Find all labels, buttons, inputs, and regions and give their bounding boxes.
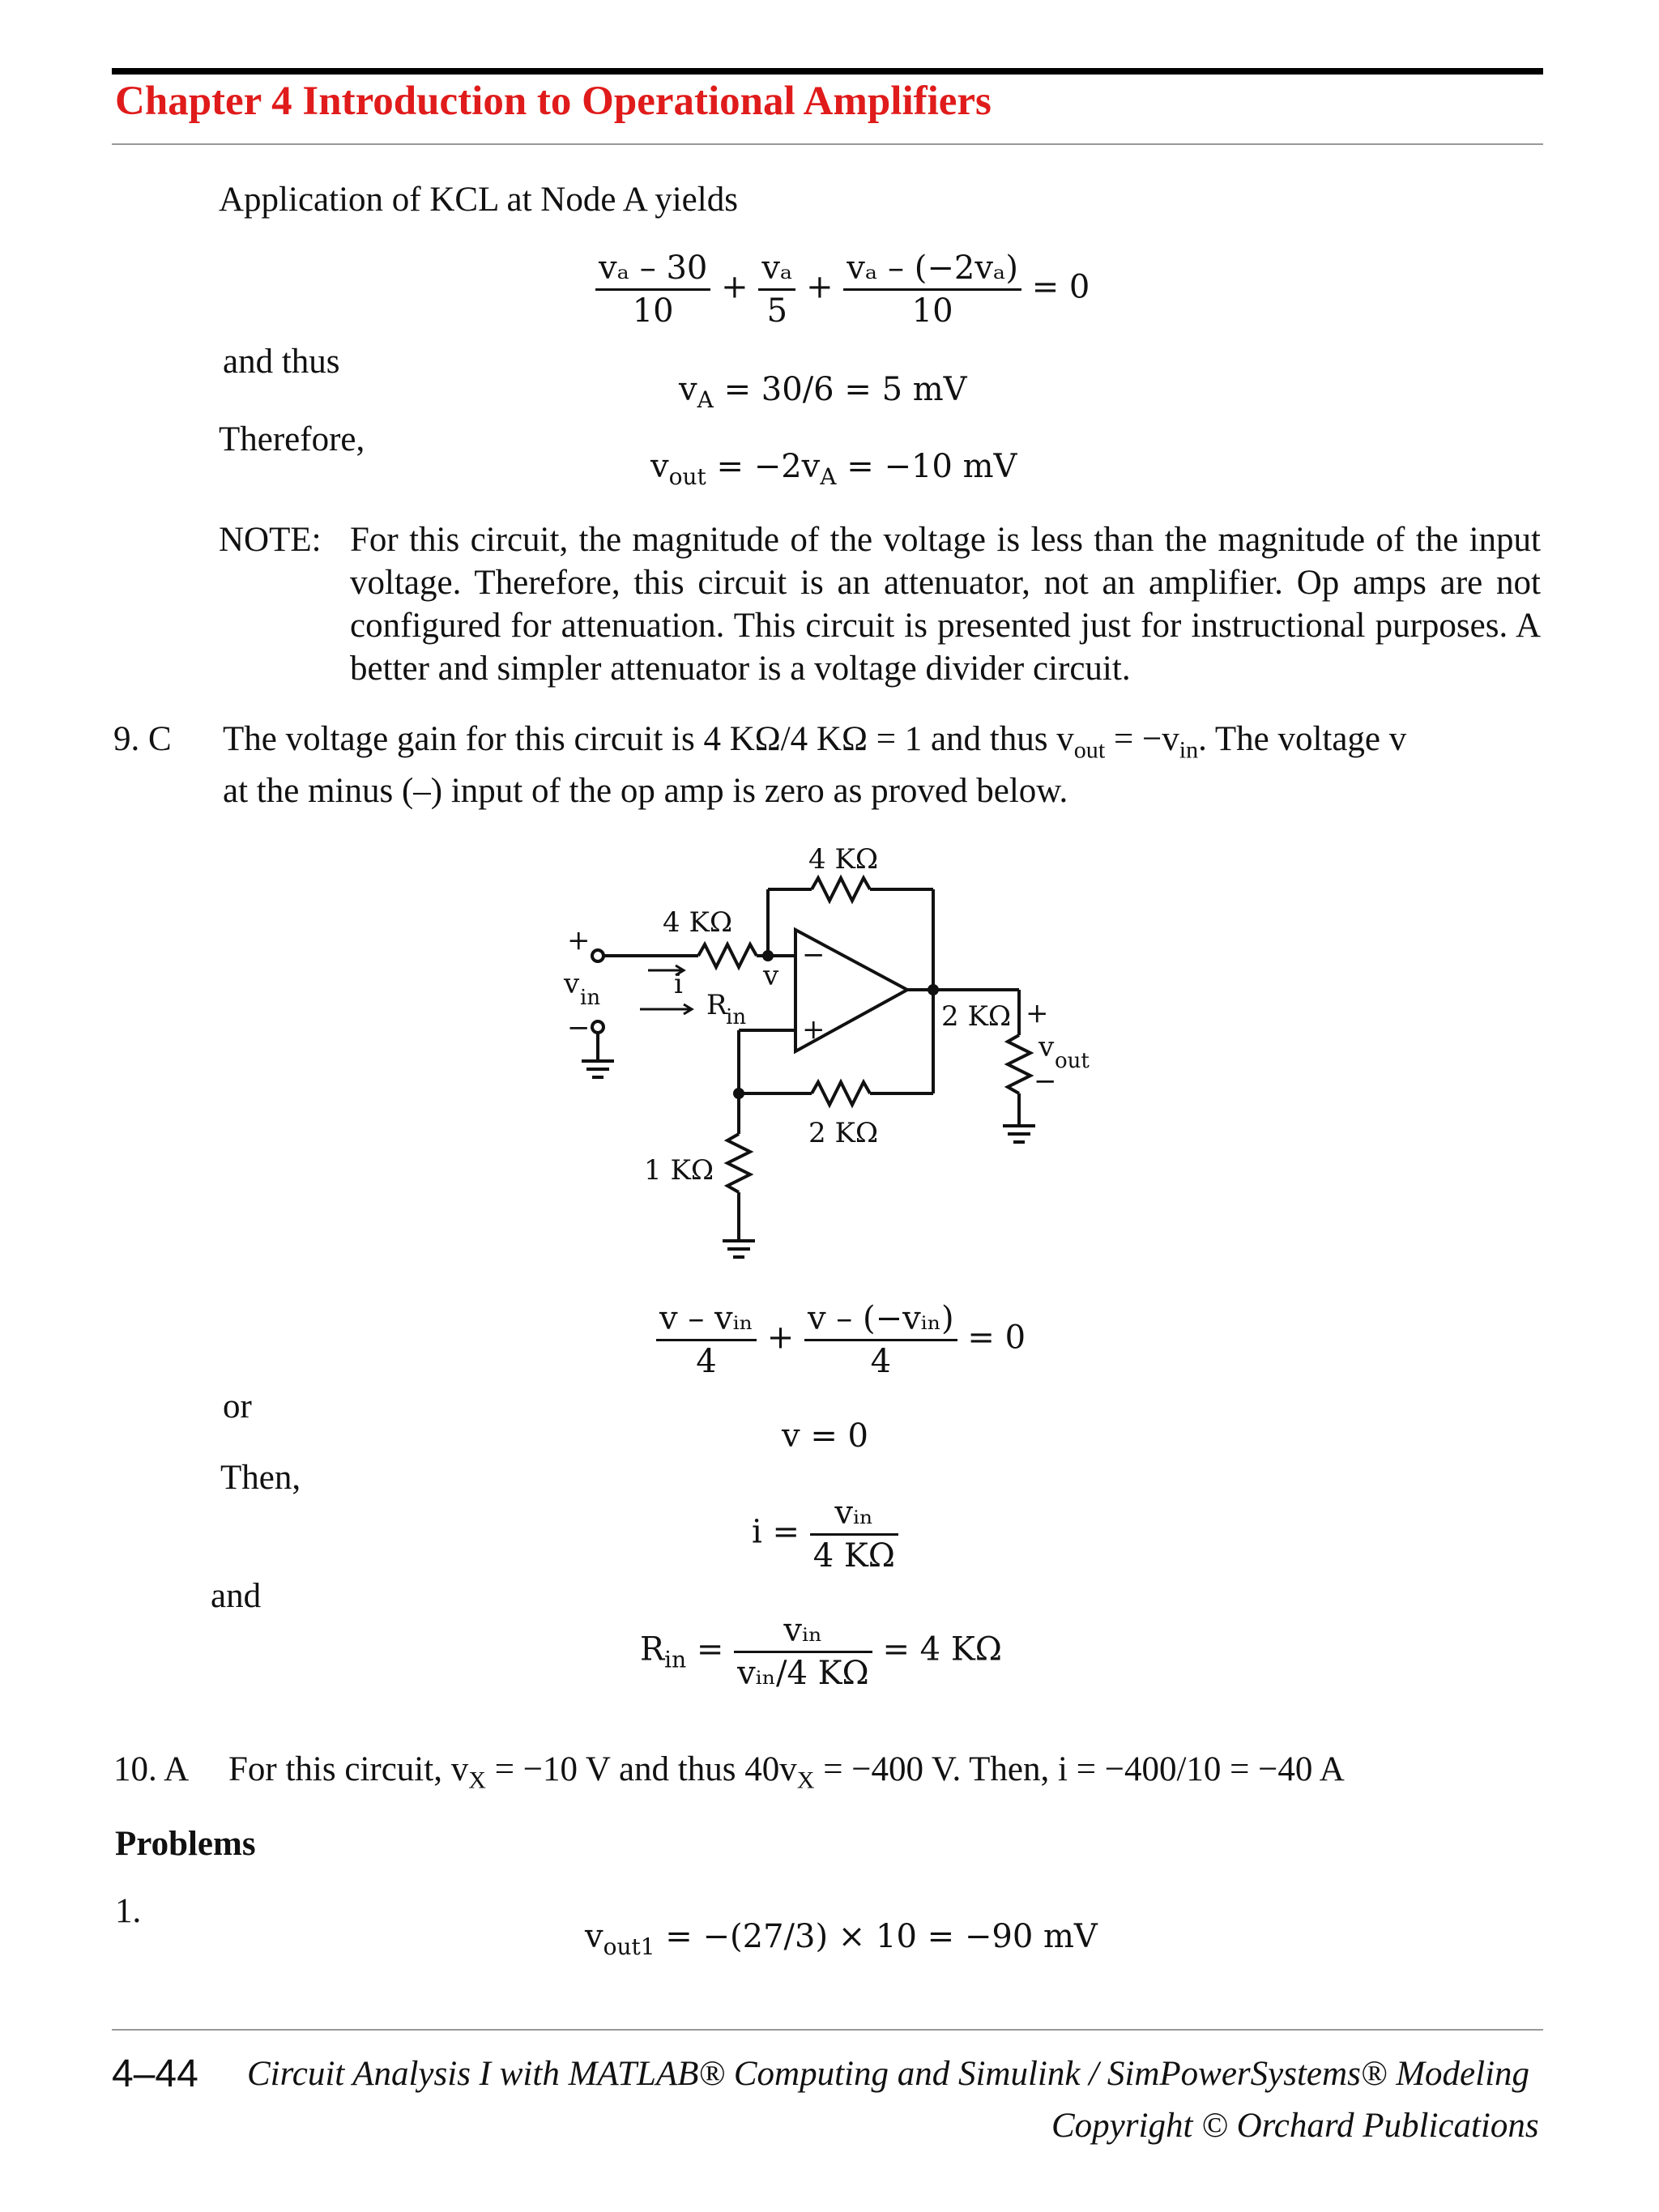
q9-line2: at the minus (–) input of the op amp is zero as proved below. xyxy=(223,772,1068,810)
vin-sub: in xyxy=(580,986,601,1010)
note-text: For this circuit, the magnitude of the voltage is less than the magnitude of the input voltage. Therefore, this circuit is an attenuator, not an amplifier. Op amps are not configured for attenuation. This circuit is presented just for instructional purposes. A better and simpler attenuator is a voltage divider circuit. xyxy=(350,521,1541,688)
noninv-resistor-label: 2 KΩ xyxy=(808,1117,879,1149)
and-thus-label: and thus xyxy=(223,343,340,381)
current-i-label: i xyxy=(674,968,683,1000)
kcl-equation: $\frac{\text{vₐ – 30}}{10}$ + $\frac{\text{vₐ}}{5}$ + $\frac{\text{vₐ – (−2vₐ)}}{10}$ = 0 xyxy=(595,249,1090,330)
problems-heading: Problems xyxy=(115,1825,256,1863)
vin-minus-terminal xyxy=(592,1021,603,1033)
noninv-resistor xyxy=(812,1082,870,1105)
and-label: and xyxy=(211,1577,262,1615)
kcl-intro: Application of KCL at Node A yields xyxy=(219,181,738,219)
then-label: Then, xyxy=(220,1459,301,1497)
vin-plus-sign: + xyxy=(567,924,591,957)
footer-rule xyxy=(112,2029,1543,2031)
i-equation: i = $\frac{\text{vᵢₙ}}{4 K\Omega}$ xyxy=(752,1494,898,1575)
v-zero-equation: v = 0 xyxy=(782,1417,868,1455)
rin-label: R xyxy=(706,989,727,1021)
vout-label: v xyxy=(1038,1031,1055,1063)
page-number: 4–44 xyxy=(112,2052,198,2095)
rin-sub: in xyxy=(726,1005,747,1029)
vout-sub: out xyxy=(1055,1049,1090,1073)
copyright-line: Copyright © Orchard Publications xyxy=(1051,2107,1539,2145)
vin-minus-sign: − xyxy=(567,1012,591,1044)
problem-1-equation: $v_{out1} = -(27/3) \times 10 = -90$ mV xyxy=(585,1918,1098,1960)
q10-text: For this circuit, $v_X = -10$ V and thus $40v_X = -400$ V. Then, i = −400/10 = −40 A xyxy=(228,1750,1345,1794)
minus-input-sign: − xyxy=(802,939,825,971)
q9-label: 9. C xyxy=(113,720,172,758)
ground-resistor xyxy=(727,1134,750,1192)
vout-equation: $v_{out} = -2v_A = -10$ mV xyxy=(650,448,1017,490)
q9-line1: The voltage gain for this circuit is 4 KΩ/4 KΩ = 1 and thus $v_{out} = -v_{in}$. The voltage v xyxy=(223,720,1407,764)
ground-resistor-label: 1 KΩ xyxy=(644,1154,714,1187)
load-resistor xyxy=(1008,1035,1030,1093)
vout-plus-sign: + xyxy=(1026,997,1049,1029)
feedback-resistor-label: 4 KΩ xyxy=(808,843,879,876)
problem-1-label: 1. xyxy=(115,1892,142,1930)
vout-minus-sign: − xyxy=(1034,1065,1057,1097)
vin-plus-terminal xyxy=(592,950,603,961)
vin-label: v xyxy=(564,968,580,1000)
input-resistor xyxy=(698,944,757,967)
plus-input-sign: + xyxy=(802,1013,825,1046)
note-lead: NOTE: xyxy=(219,521,322,559)
input-resistor-label: 4 KΩ xyxy=(663,906,733,939)
node-v-label: v xyxy=(763,960,779,992)
book-title: Circuit Analysis I with MATLAB® Computing and Simulink / SimPowerSystems® Modeling xyxy=(247,2055,1530,2093)
therefore-label: Therefore, xyxy=(219,420,365,458)
feedback-resistor xyxy=(812,878,870,901)
or-label: or xyxy=(223,1387,252,1426)
rin-equation: $R_{in}$ = $\frac{\text{vᵢₙ}}{\text{vᵢₙ/4 KΩ}}$ = 4 KΩ xyxy=(640,1612,1002,1692)
q10-label: 10. A xyxy=(113,1750,190,1788)
v-node-equation: $\frac{\text{v – vᵢₙ}}{4}$ + $\frac{\text{v – (−vᵢₙ)}}{4}$ = 0 xyxy=(656,1300,1026,1380)
va-equation: $v_A = 30/6 = 5$ mV xyxy=(679,371,967,413)
chapter-title: Chapter 4 Introduction to Operational Amplifiers xyxy=(115,79,992,124)
load-resistor-label: 2 KΩ xyxy=(941,1000,1012,1033)
